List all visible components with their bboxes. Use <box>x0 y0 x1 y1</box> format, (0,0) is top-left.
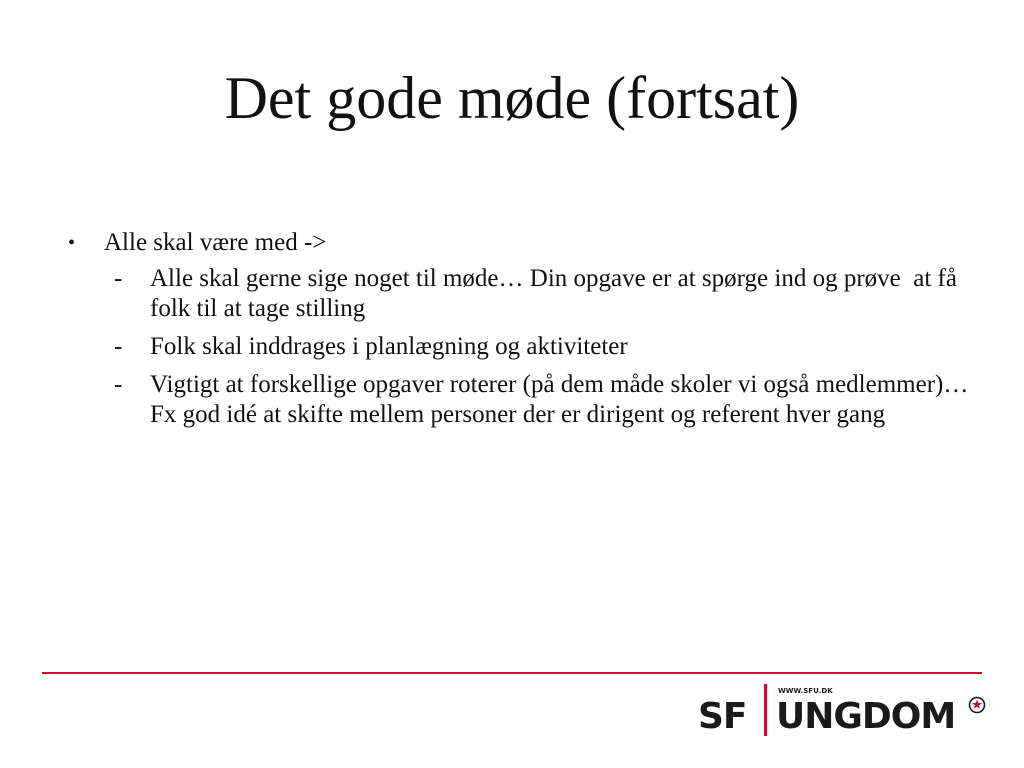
sub-bullet-list <box>114 264 978 430</box>
sub-bullet-marker: - <box>114 371 123 398</box>
logo-divider-bar <box>764 684 767 736</box>
sub-bullet-item <box>114 332 978 362</box>
sub-bullet-marker: - <box>114 333 123 360</box>
sub-bullet-text: Folk skal inddrages i planlægning og aktiviteter <box>150 333 628 360</box>
footer-divider <box>42 672 982 674</box>
bullet-marker: • <box>68 232 76 254</box>
bullet-item <box>68 228 978 258</box>
logo-sf-text: SF <box>698 696 747 737</box>
sf-ungdom-logo <box>696 684 992 740</box>
sub-bullet-text: Vigtigt at forskellige opgaver roterer (på dem måde skoler vi også medlemmer)… Fx god idé at skifte mellem personer der er dirigent og referent hver gang <box>150 371 975 428</box>
bullet-text: Alle skal være med -> <box>104 229 327 256</box>
slide-title: Det gode møde (fortsat) <box>224 65 800 131</box>
sub-bullet-item <box>114 370 978 430</box>
logo-ungdom-text: UNGDOM <box>776 696 956 737</box>
sub-bullet-text: Alle skal gerne sige noget til møde… Din opgave er at spørge ind og prøve at få folk til at tage stilling <box>150 265 964 322</box>
sub-bullet-item <box>114 264 978 324</box>
sub-bullet-marker: - <box>114 265 123 292</box>
slide-body <box>68 228 978 438</box>
star-circle-icon <box>968 696 986 714</box>
logo-url-text: WWW.SFU.DK <box>778 687 833 695</box>
